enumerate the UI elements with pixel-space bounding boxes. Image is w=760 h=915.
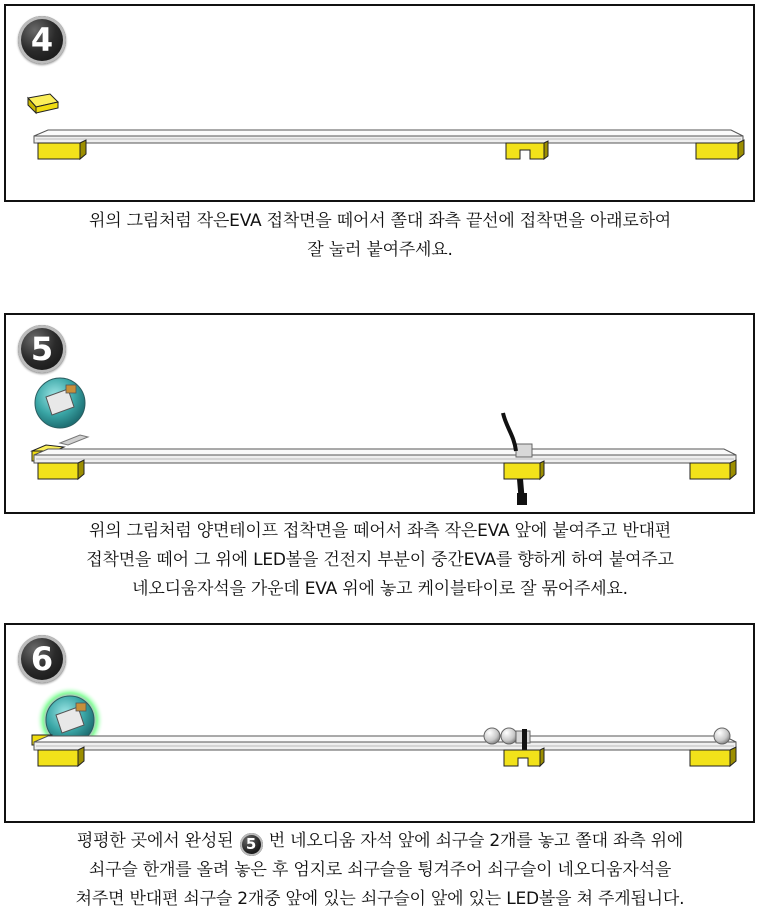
- steel-ball-single: [714, 728, 730, 744]
- step-4-line-2: 잘 눌러 붙여주세요.: [307, 240, 453, 260]
- step-6-panel: [4, 623, 755, 823]
- step-6-badge: 6: [18, 635, 66, 683]
- rail: [34, 449, 736, 463]
- step-4-badge: 4: [18, 16, 66, 64]
- rail: [34, 736, 736, 750]
- step-5-inline-badge: 5: [240, 833, 263, 856]
- step-5-panel: [4, 313, 755, 514]
- step-6-illustration: [6, 625, 755, 823]
- small-eva-block: [28, 94, 58, 113]
- step-4-caption: [0, 207, 760, 265]
- step-6-line-1: [0, 827, 760, 856]
- double-sided-tape: [60, 435, 88, 445]
- step-5-line-1: 위의 그림처럼 양면테이프 접착면을 떼어서 좌측 작은EVA 앞에 붙여주고 반대편: [88, 521, 672, 541]
- step-6-line-1-before: 평평한 곳에서 완성된: [76, 831, 234, 851]
- step-6-line-3: 쳐주면 반대편 쇠구슬 2개중 앞에 있는 쇠구슬이 앞에 있는 LED볼을 쳐 주게됩니다.: [75, 889, 685, 909]
- rail: [34, 130, 743, 143]
- step-5-line-2: 접착면을 떼어 그 위에 LED볼을 건전지 부분이 중간EVA를 향하게 하여 붙여주고: [86, 550, 674, 570]
- step-4-illustration: [6, 6, 755, 202]
- right-eva-block: [690, 747, 736, 766]
- step-4-panel: [4, 4, 755, 202]
- left-eva-block: [38, 747, 84, 766]
- middle-eva-block: [504, 461, 544, 479]
- right-eva-block: [696, 140, 744, 159]
- step-4-line-1: 위의 그림처럼 작은EVA 접착면을 떼어서 쫄대 좌측 끝선에 접착면을 아래로하여: [88, 211, 672, 231]
- step-5-badge: 5: [18, 325, 66, 373]
- left-eva-block: [38, 140, 86, 159]
- step-5-caption: [0, 517, 760, 604]
- step-6-caption: [0, 827, 760, 914]
- step-6-line-1-after: 번 네오디움 자석 앞에 쇠구슬 2개를 놓고 쫄대 좌측 위에: [268, 831, 684, 851]
- left-eva-block: [38, 460, 84, 479]
- right-eva-block: [690, 460, 736, 479]
- neodymium-magnet: [516, 444, 532, 457]
- middle-eva-block: [506, 141, 548, 159]
- step-5-illustration: [6, 315, 755, 514]
- step-6-line-2: 쇠구슬 한개를 올려 놓은 후 엄지로 쇠구슬을 튕겨주어 쇠구슬이 네오디움자석을: [88, 860, 672, 880]
- step-5-line-3: 네오디움자석을 가운데 EVA 위에 놓고 케이블타이로 잘 묶어주세요.: [132, 579, 628, 599]
- middle-eva-block: [504, 748, 544, 766]
- led-ball: [35, 378, 85, 428]
